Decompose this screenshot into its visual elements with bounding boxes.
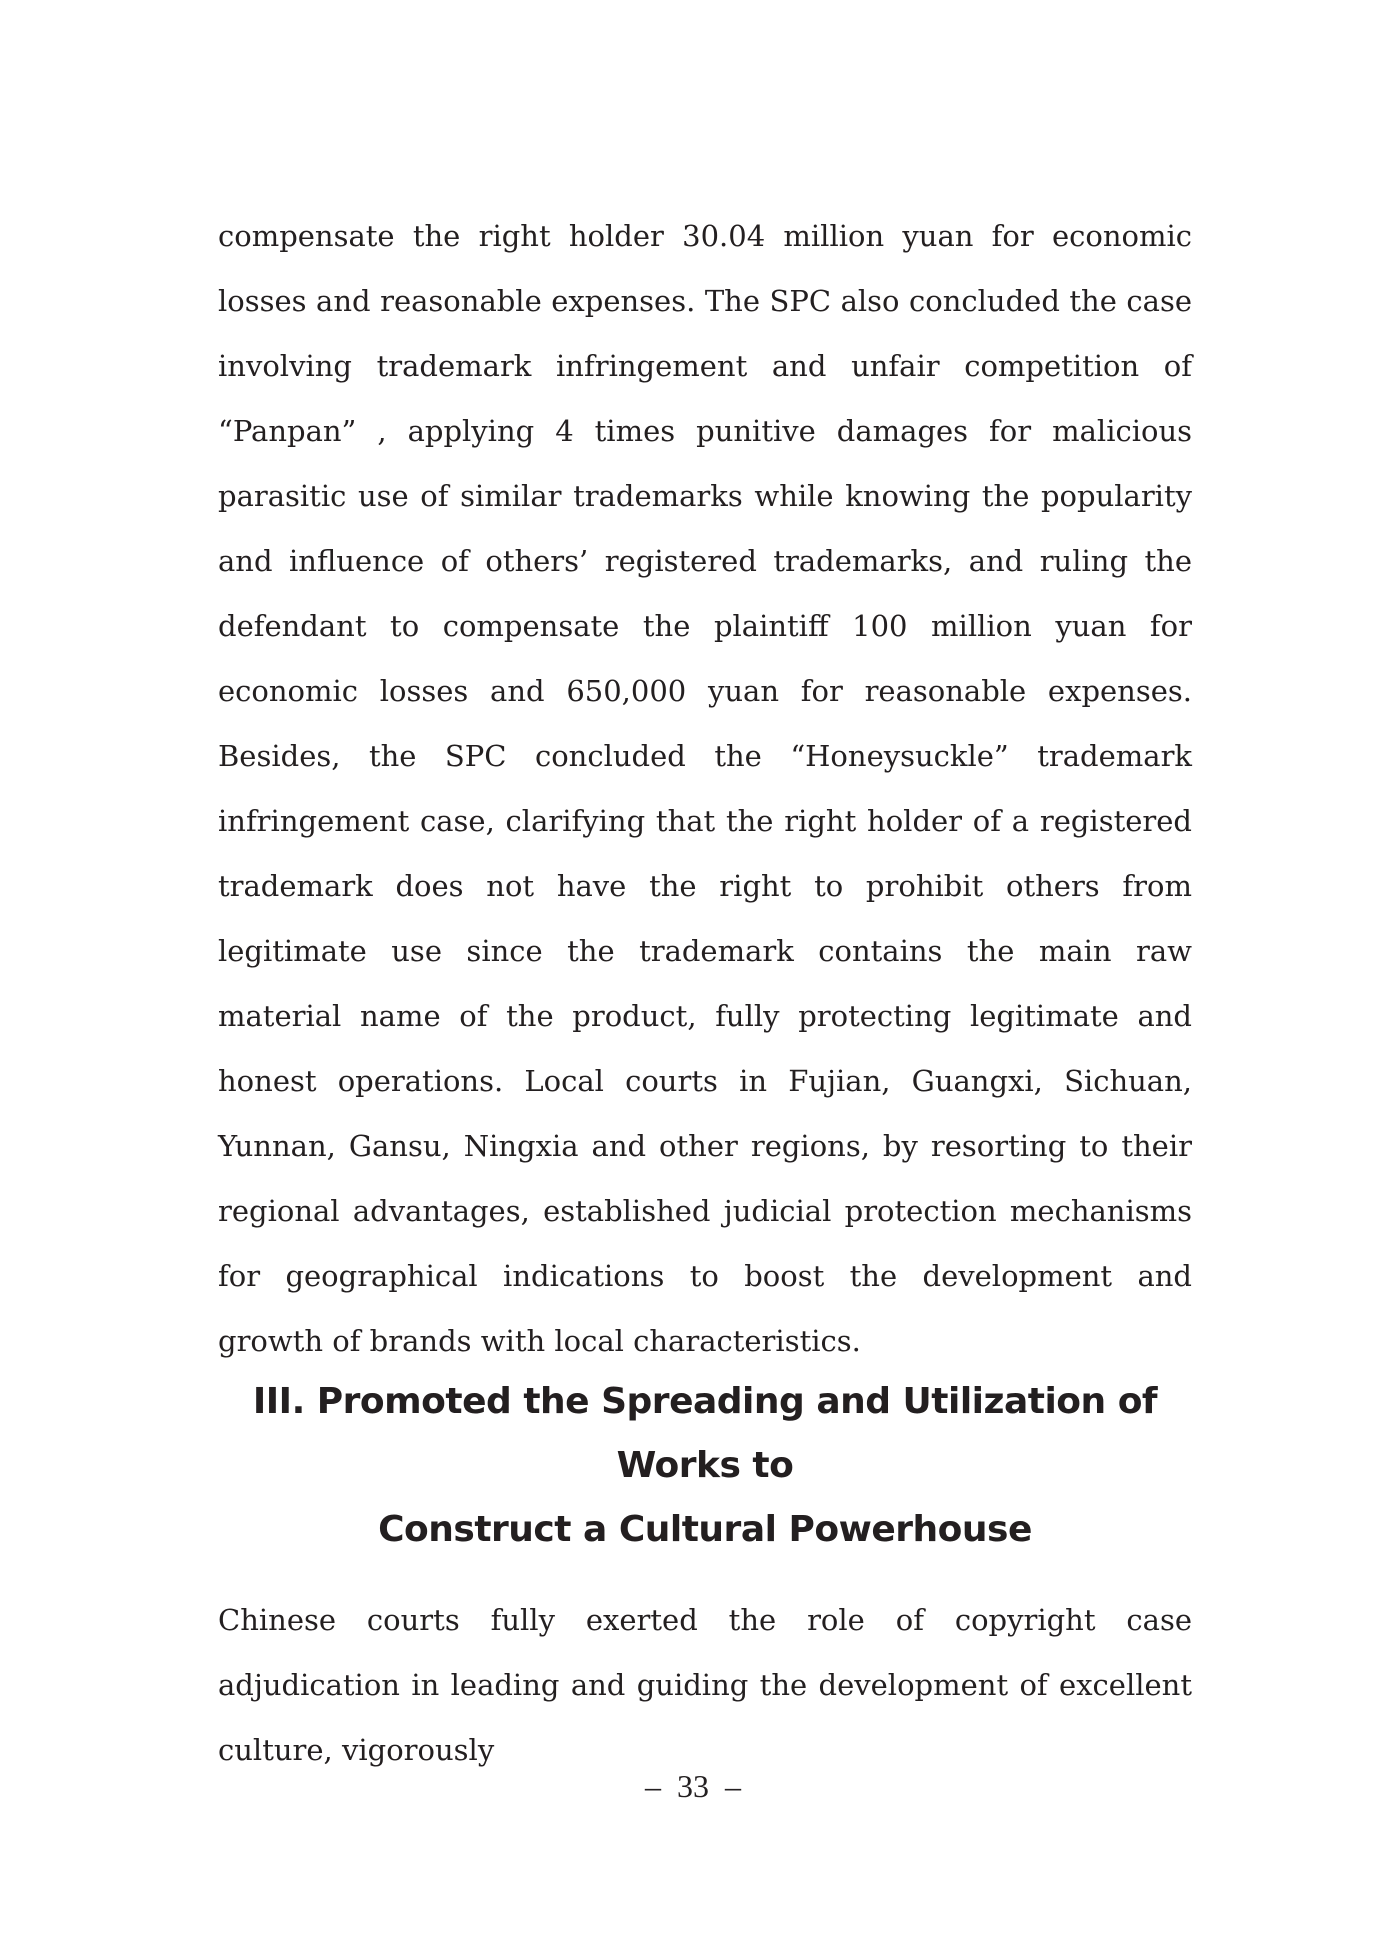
section-heading: [218, 1370, 1192, 1562]
body-paragraph-copyright: Chinese courts fully exerted the role of copyright case adjudication in leading and guiding the development of excellent culture, vigorously: [218, 1603, 1192, 1767]
page-number-left-dash: –: [645, 1768, 661, 1804]
page-number-right-dash: –: [725, 1768, 741, 1804]
section-heading-line-2: Construct a Cultural Powerhouse: [378, 1509, 1032, 1550]
section-heading-line-1: III. Promoted the Spreading and Utilization of Works to: [252, 1381, 1158, 1486]
page-number: [0, 1762, 1386, 1810]
body-paragraph-trademark-cases: compensate the right holder 30.04 million yuan for economic losses and reasonable expenses. The SPC also concluded the case involving trademark infringement and unfair competition of “Panpan” , applying 4 times punitive damages for malicious parasitic use of similar trademarks while knowing the popularity and influence of others’ registered trademarks, and ruling the defendant to compensate the plaintiff 100 million yuan for economic losses and 650,000 yuan for reasonable expenses. Besides, the SPC concluded the “Honeysuckle” trademark infringement case, clarifying that the right holder of a registered trademark does not have the right to prohibit others from legitimate use since the trademark contains the main raw material name of the product, fully protecting legitimate and honest operations. Local courts in Fujian, Guangxi, Sichuan, Yunnan, Gansu, Ningxia and other regions, by resorting to their regional advantages, established judicial protection mechanisms for geographical indications to boost the development and growth of brands with local characteristics.: [218, 219, 1192, 1358]
page-number-value: 33: [677, 1768, 709, 1804]
